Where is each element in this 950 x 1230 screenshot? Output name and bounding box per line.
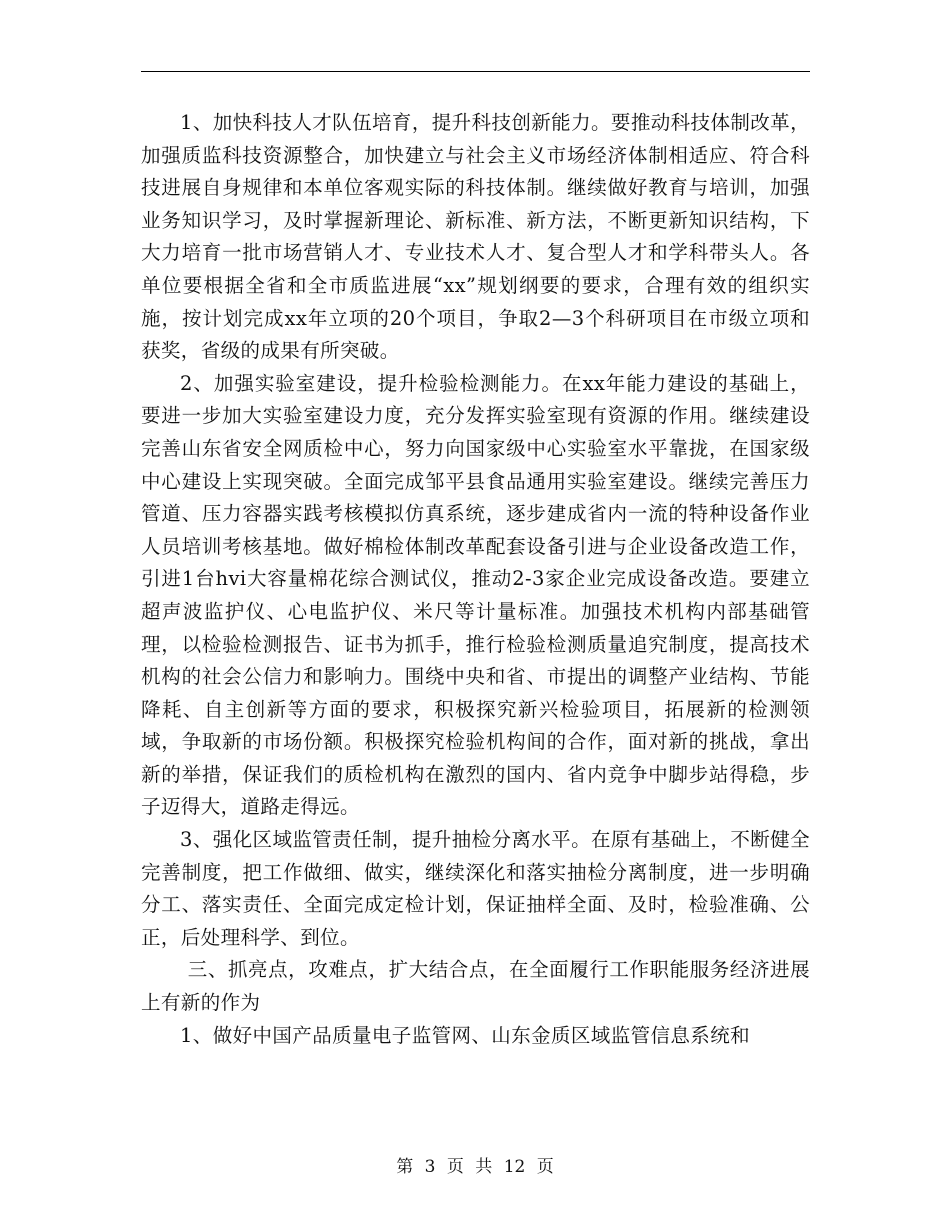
header-rule xyxy=(141,71,810,72)
section-heading-three: 三、抓亮点，攻难点，扩大结合点，在全面履行工作职能服务经济进展上有新的作为 xyxy=(141,958,810,1015)
paragraph-regional-supervision: 3、强化区域监管责任制，提升抽检分离水平。在原有基础上，不断健全完善制度，把工作做细、做实，继续深化和落实抽检分离制度，进一步明确分工、落实责任、全面完成定检计划，保证抽样全面、及时，检验准确、公正，后处理科学、到位。 xyxy=(141,828,810,949)
paragraph-talent-training: 1、加快科技人才队伍培育，提升科技创新能力。要推动科技体制改革，加强质监科技资源整合，加快建立与社会主义市场经济体制相适应、符合科技进展自身规律和本单位客观实际的科技体制。继续做好教育与培训，加强业务知识学习，及时掌握新理论、新标准、新方法，不断更新知识结构，下大力培育一批市场营销人才、专业技术人才、复合型人才和学科带头人。各单位要根据全省和全市质监进展“xx”规划纲要的要求，合理有效的组织实施，按计划完成xx年立项的20个项目，争取2—3个科研项目在市级立项和获奖，省级的成果有所突破。 xyxy=(141,111,810,363)
paragraph-laboratory-construction: 2、加强实验室建设，提升检验检测能力。在xx年能力建设的基础上，要进一步加大实验室建设力度，充分发挥实验室现有资源的作用。继续建设完善山东省安全网质检中心，努力向国家级中心实验室水平靠拢，在国家级中心建设上实现突破。全面完成邹平县食品通用实验室建设。继续完善压力管道、压力容器实践考核模拟仿真系统，逐步建成省内一流的特种设备作业人员培训考核基地。做好棉检体制改革配套设备引进与企业设备改造工作，引进1台hvi大容量棉花综合测试仪，推动2-3家企业完成设备改造。要建立超声波监护仪、心电监护仪、米尺等计量标准。加强技术机构内部基础管理，以检验检测报告、证书为抓手，推行检验检测质量追究制度，提高技术机构的社会公信力和影响力。围绕中央和省、市提出的调整产业结构、节能降耗、自主创新等方面的要求，积极探究新兴检验项目，拓展新的检测领域，争取新的市场份额。积极探究检验机构间的合作，面对新的挑战，拿出新的举措，保证我们的质检机构在激烈的国内、省内竞争中脚步站得稳，步子迈得大，道路走得远。 xyxy=(141,371,810,819)
body-text xyxy=(141,107,810,1052)
paragraph-electronic-supervision: 1、做好中国产品质量电子监管网、山东金质区域监管信息系统和 xyxy=(180,1023,751,1047)
page-number-footer: 第 3 页 共 12 页 xyxy=(396,1157,554,1177)
